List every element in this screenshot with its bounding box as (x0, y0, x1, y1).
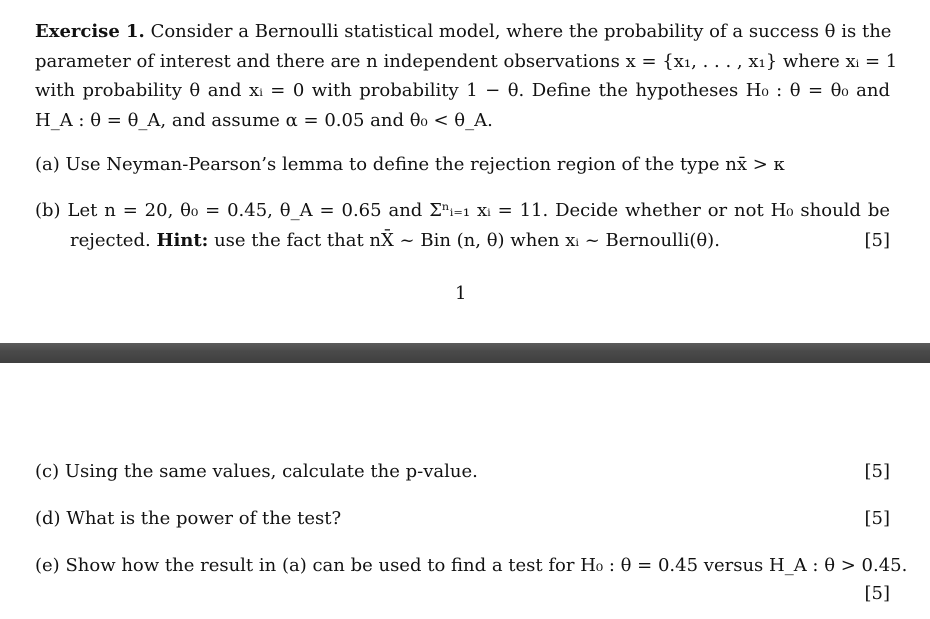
part-a-text: Use Neyman-Pearson’s lemma to define the rejection region of the type nx̄ > κ (65, 154, 785, 175)
page-lower (0, 363, 930, 619)
part-b-label: (b) (35, 200, 61, 221)
part-e (35, 554, 908, 578)
part-b-hint-text: use the fact that nX̄ ~ Bin (n, θ) when xᵢ ~ Bernoulli(θ). (214, 230, 720, 251)
intro-line-4: H_A : θ = θ_A, and assume α = 0.05 and θ₀ < θ_A. (35, 110, 493, 131)
part-b-line-2 (70, 229, 720, 253)
exercise-title: Exercise 1. (35, 21, 145, 42)
part-d-text: What is the power of the test? (66, 508, 342, 529)
part-a-label: (a) (35, 154, 60, 175)
part-c-marks: [5] (864, 461, 890, 482)
part-d-label: (d) (35, 508, 61, 529)
part-d (35, 507, 341, 531)
part-b-text-1: Let n = 20, θ₀ = 0.45, θ_A = 0.65 and Σⁿᵢ₌₁ xᵢ = 11. Decide whether or not H₀ should be (67, 200, 891, 221)
page-separator (0, 343, 930, 363)
part-e-label: (e) (35, 555, 60, 576)
part-e-marks: [5] (864, 583, 890, 604)
part-b-marks: [5] (864, 230, 890, 251)
intro-line-2: parameter of interest and there are n independent observations x = {x₁, . . . , x₁} where xᵢ = 1 (35, 51, 898, 72)
part-a (35, 153, 785, 177)
hint-label: Hint: (156, 230, 209, 251)
part-c-label: (c) (35, 461, 60, 482)
intro-text-1: Consider a Bernoulli statistical model, where the probability of a success θ is the (150, 21, 892, 42)
page-number: 1 (455, 283, 467, 304)
part-c-text: Using the same values, calculate the p-value. (64, 461, 478, 482)
part-e-text: Show how the result in (a) can be used to find a test for H₀ : θ = 0.45 versus H_A : θ > 0.45. (65, 555, 908, 576)
part-d-marks: [5] (864, 508, 890, 529)
part-c (35, 460, 478, 484)
part-b-rejected: rejected. (70, 230, 151, 251)
intro-line-3: with probability θ and xᵢ = 0 with probability 1 − θ. Define the hypotheses H₀ : θ = θ₀ and (35, 80, 890, 101)
intro-line-1 (35, 20, 890, 44)
part-b-line-1 (35, 199, 890, 223)
